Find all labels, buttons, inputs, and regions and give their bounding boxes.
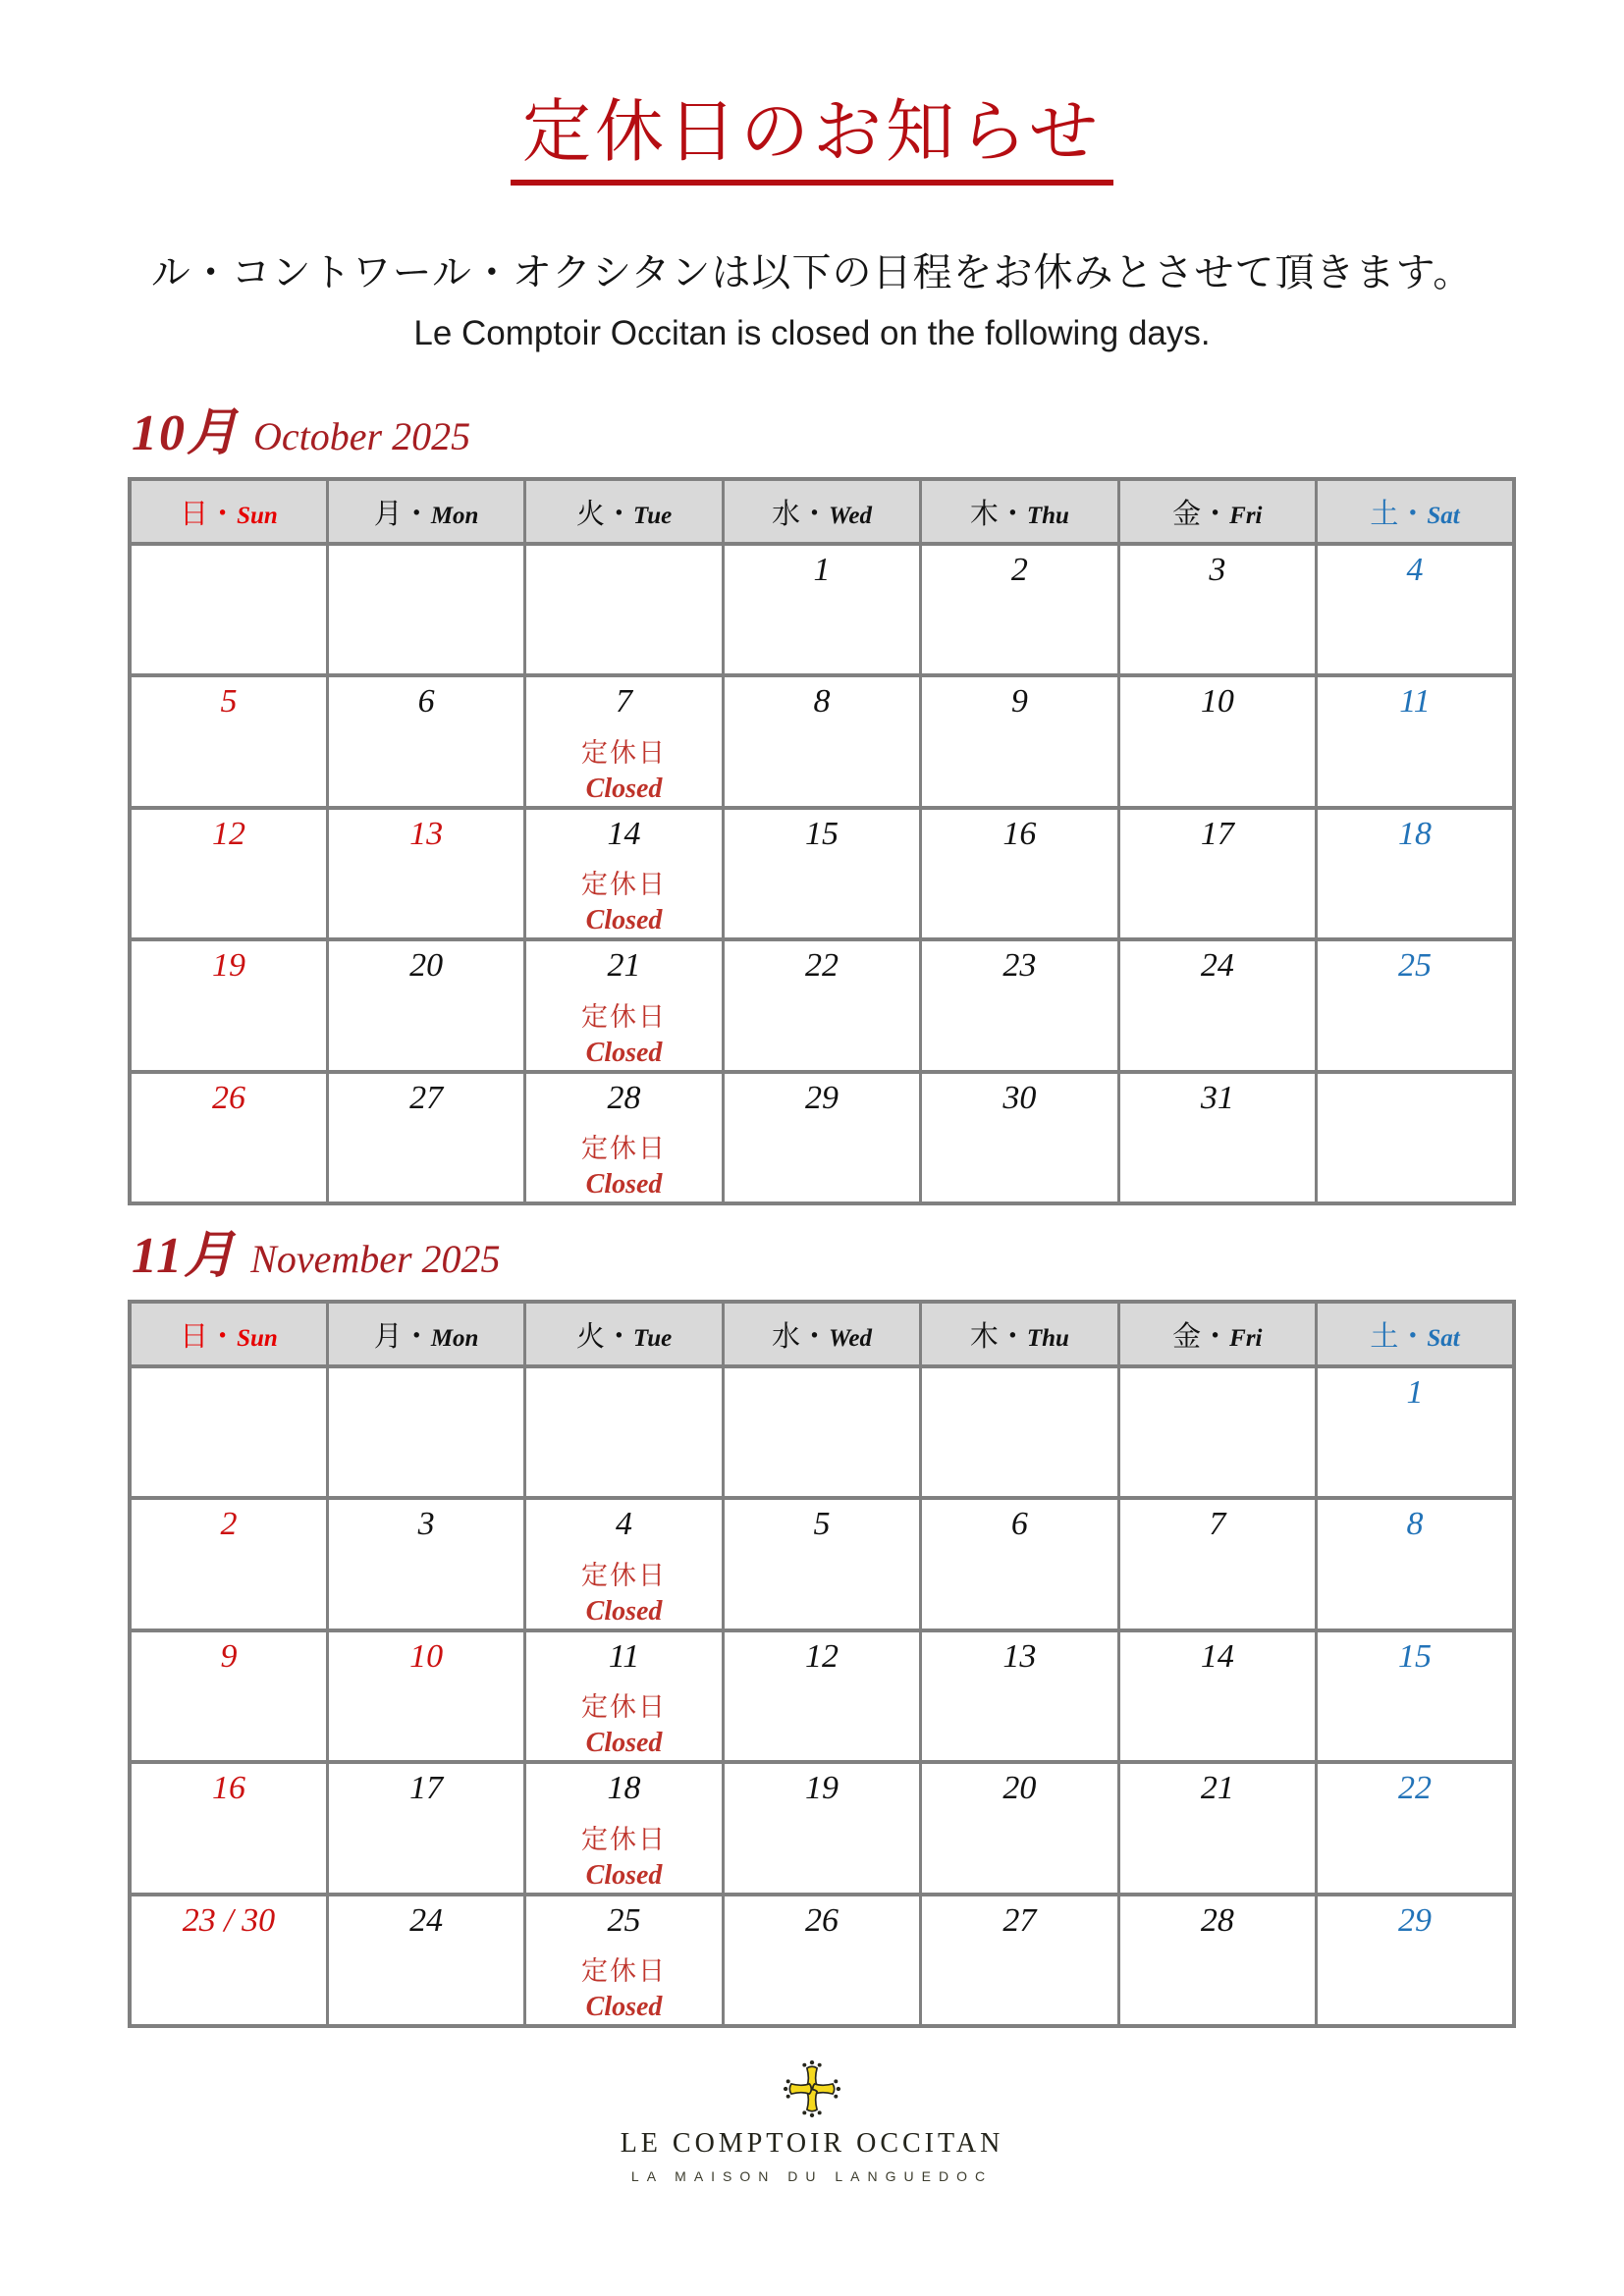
day-number: 2 (1010, 552, 1028, 588)
calendar-cell (327, 1072, 524, 1204)
closed-label-jp: 定休日 (581, 1134, 668, 1164)
day-number: 8 (1406, 1506, 1424, 1542)
calendar-cell (525, 1498, 723, 1630)
weekday-header-tue (525, 479, 723, 544)
day-number: 30 (1002, 1079, 1037, 1116)
calendar-cell (1118, 544, 1316, 675)
calendar-cell (1118, 1498, 1316, 1630)
calendar-cell (1118, 1630, 1316, 1763)
calendar-cell (327, 1630, 524, 1763)
day-number: 18 (1398, 815, 1433, 852)
calendar-cell (130, 1895, 327, 2027)
calendar-week-row (130, 675, 1514, 808)
day-number: 4 (616, 1506, 633, 1542)
calendar-cell (723, 808, 920, 940)
day-number: 5 (220, 683, 238, 720)
day-number: 16 (1002, 815, 1037, 852)
calendar-cell (1317, 675, 1514, 808)
calendar-cell (1317, 1498, 1514, 1630)
closed-label-en: Closed (585, 905, 663, 936)
day-number: 13 (409, 815, 444, 852)
weekday-label-jp: 金・ (1172, 498, 1230, 530)
weekday-label-jp: 火・ (575, 1320, 633, 1353)
calendar-week-row (130, 1630, 1514, 1763)
weekday-header-wed (723, 1302, 920, 1366)
calendar-cell (1118, 1072, 1316, 1204)
calendar-cell (130, 1072, 327, 1204)
calendar-week-row (130, 544, 1514, 675)
calendar-week-row (130, 1895, 1514, 2027)
weekday-header-row (130, 1302, 1514, 1366)
subtitle-english: Le Comptoir Occitan is closed on the following days. (413, 314, 1211, 352)
day-number: 28 (1200, 1901, 1234, 1939)
weekday-header-row (130, 479, 1514, 544)
weekday-header-mon (327, 1302, 524, 1366)
day-number: 20 (1002, 1770, 1037, 1807)
calendar-cell (130, 1762, 327, 1895)
day-number: 21 (1200, 1770, 1234, 1807)
weekday-header-sun (130, 1302, 327, 1366)
calendar-week-row (130, 1762, 1514, 1895)
month-label-en: October 2025 (253, 414, 471, 458)
subtitle-japanese: ル・コントワール・オクシタンは以下の日程をお休みとさせて頂きます。 (150, 250, 1474, 294)
calendar-cell (1118, 1762, 1316, 1895)
calendar-cell (1118, 939, 1316, 1072)
calendar-cell (327, 1762, 524, 1895)
day-number: 25 (607, 1901, 641, 1939)
closed-label-jp: 定休日 (581, 737, 668, 768)
day-number: 3 (1209, 552, 1226, 588)
day-number: 10 (409, 1637, 444, 1675)
calendar-cell (327, 1895, 524, 2027)
calendar-week-row (130, 1366, 1514, 1498)
calendar-cell (921, 939, 1118, 1072)
calendar-cell (723, 675, 920, 808)
calendar-cell (327, 1366, 524, 1498)
calendar-cell (723, 1895, 920, 2027)
calendar-cell (723, 544, 920, 675)
weekday-label-en: Tue (632, 1324, 673, 1352)
calendar-cell (1317, 1366, 1514, 1498)
weekday-label-en: Mon (430, 1324, 479, 1352)
calendar-cell (921, 1366, 1118, 1498)
closed-label-en: Closed (585, 1859, 663, 1891)
weekday-label-jp: 木・ (969, 498, 1027, 530)
calendar-cell (1118, 1366, 1316, 1498)
calendar-week-row (130, 1498, 1514, 1630)
calendar-cell (1317, 808, 1514, 940)
month-heading (132, 400, 1516, 467)
calendar-cell (327, 939, 524, 1072)
calendar-cell (1317, 1895, 1514, 2027)
day-number: 13 (1002, 1637, 1037, 1675)
weekday-label-jp: 木・ (969, 1320, 1027, 1353)
weekday-label-en: Tue (632, 502, 673, 529)
closed-label-jp: 定休日 (581, 1001, 668, 1032)
calendar-cell (723, 1498, 920, 1630)
day-number: 19 (211, 947, 245, 985)
calendar-cell (130, 808, 327, 940)
day-number: 18 (607, 1770, 641, 1807)
weekday-label-jp: 金・ (1172, 1320, 1230, 1353)
calendar-week-row (130, 939, 1514, 1072)
day-number: 10 (1200, 683, 1234, 720)
closed-label-jp: 定休日 (581, 1956, 668, 1987)
day-number: 15 (804, 815, 839, 852)
day-number: 20 (409, 947, 444, 985)
month-section-november (128, 1223, 1516, 2028)
day-number: 6 (1010, 1506, 1028, 1542)
day-number: 29 (1398, 1901, 1433, 1939)
calendar-cell (921, 1498, 1118, 1630)
weekday-header-fri (1118, 479, 1316, 544)
closed-label-jp: 定休日 (581, 1560, 668, 1590)
calendar-cell (525, 675, 723, 808)
day-number: 14 (607, 815, 641, 852)
calendar-cell (723, 1072, 920, 1204)
day-number: 2 (220, 1506, 238, 1542)
calendar-cell (327, 675, 524, 808)
day-number: 17 (409, 1770, 444, 1807)
weekday-label-en: Wed (828, 1324, 872, 1352)
closed-label-en: Closed (585, 773, 663, 804)
calendar-table-november (128, 1300, 1516, 2028)
calendar-cell (921, 1630, 1118, 1763)
weekday-label-jp: 日・ (180, 498, 238, 530)
day-number: 23 (1002, 947, 1037, 985)
calendar-cell (921, 1762, 1118, 1895)
brand-tagline: LA MAISON DU LANGUEDOC (630, 2168, 994, 2184)
calendar-cell (1317, 1630, 1514, 1763)
closed-label-en: Closed (585, 1728, 663, 1759)
day-number: 9 (220, 1637, 238, 1675)
calendar-cell (130, 1498, 327, 1630)
day-number: 19 (804, 1770, 839, 1807)
weekday-header-thu (921, 479, 1118, 544)
calendar-cell (525, 1630, 723, 1763)
calendar-week-row (130, 808, 1514, 940)
calendar-cell (525, 1072, 723, 1204)
day-number: 9 (1010, 683, 1028, 720)
weekday-label-en: Thu (1026, 1324, 1069, 1352)
day-number: 25 (1398, 947, 1433, 985)
weekday-label-jp: 月・ (373, 1320, 431, 1353)
calendar-cell (723, 1762, 920, 1895)
day-number: 29 (804, 1079, 839, 1116)
calendar-cell (130, 1630, 327, 1763)
weekday-label-jp: 月・ (373, 498, 431, 530)
day-number: 26 (804, 1901, 839, 1939)
day-number: 8 (813, 683, 831, 720)
calendar-cell (327, 544, 524, 675)
day-number: 21 (607, 947, 641, 985)
weekday-label-en: Thu (1026, 502, 1069, 529)
weekday-header-sat (1317, 1302, 1514, 1366)
weekday-header-sun (130, 479, 327, 544)
day-number: 22 (1398, 1770, 1433, 1807)
day-number: 7 (1209, 1506, 1226, 1542)
day-number: 27 (409, 1079, 444, 1116)
day-number: 3 (417, 1506, 435, 1542)
calendar-week-row (130, 1072, 1514, 1204)
day-number: 31 (1200, 1079, 1234, 1116)
closed-label-en: Closed (585, 1992, 663, 2023)
month-label-en: November 2025 (250, 1237, 501, 1281)
weekday-label-en: Sat (1427, 1324, 1460, 1352)
day-number: 24 (409, 1901, 444, 1939)
page-title: 定休日のお知らせ (511, 94, 1113, 186)
calendar-cell (1317, 1072, 1514, 1204)
day-number: 15 (1398, 1637, 1433, 1675)
day-number: 5 (813, 1506, 831, 1542)
calendar-cell (525, 808, 723, 940)
calendar-cell (921, 1072, 1118, 1204)
calendar-cell (525, 544, 723, 675)
day-number: 14 (1200, 1637, 1234, 1675)
weekday-header-fri (1118, 1302, 1316, 1366)
day-number: 11 (1399, 683, 1431, 720)
day-number: 27 (1002, 1901, 1037, 1939)
weekday-header-mon (327, 479, 524, 544)
weekday-label-en: Fri (1229, 502, 1263, 529)
calendar-table-october (128, 477, 1516, 1205)
calendar-cell (723, 1366, 920, 1498)
day-number: 7 (616, 683, 633, 720)
day-number: 22 (804, 947, 839, 985)
month-label-jp: 10月 (132, 405, 241, 461)
shop-logo (0, 2057, 1624, 2184)
day-number: 1 (813, 552, 831, 588)
closed-label-en: Closed (585, 1169, 663, 1201)
weekday-label-jp: 火・ (575, 498, 633, 530)
weekday-label-jp: 水・ (771, 498, 829, 530)
day-number: 6 (417, 683, 435, 720)
calendar-cell (1317, 544, 1514, 675)
calendar-cell (921, 1895, 1118, 2027)
weekday-label-en: Wed (828, 502, 872, 529)
day-number: 12 (211, 815, 245, 852)
calendar-cell (1118, 808, 1316, 940)
calendar-cell (130, 544, 327, 675)
month-section-october (128, 400, 1516, 1205)
day-number: 4 (1406, 552, 1424, 588)
closed-label-en: Closed (585, 1595, 663, 1627)
day-number: 24 (1200, 947, 1234, 985)
calendar-cell (525, 939, 723, 1072)
closed-label-jp: 定休日 (581, 1692, 668, 1723)
calendar-cell (1317, 939, 1514, 1072)
weekday-label-en: Sat (1427, 502, 1460, 529)
weekday-header-wed (723, 479, 920, 544)
weekday-label-en: Fri (1229, 1324, 1263, 1352)
calendar-cell (723, 1630, 920, 1763)
closed-label-jp: 定休日 (581, 870, 668, 900)
occitan-cross-icon (781, 2057, 843, 2120)
calendar-cell (130, 675, 327, 808)
day-number: 23 / 30 (182, 1901, 276, 1939)
calendar-cell (921, 675, 1118, 808)
weekday-header-sat (1317, 479, 1514, 544)
calendar-cell (1317, 1762, 1514, 1895)
calendar-cell (1118, 675, 1316, 808)
weekday-label-jp: 土・ (1370, 1320, 1428, 1353)
day-number: 28 (607, 1079, 641, 1116)
weekday-header-thu (921, 1302, 1118, 1366)
calendar-cell (921, 808, 1118, 940)
calendar-cell (1118, 1895, 1316, 2027)
calendar-cell (525, 1895, 723, 2027)
weekday-label-jp: 日・ (180, 1320, 238, 1353)
weekday-label-jp: 土・ (1370, 498, 1428, 530)
weekday-label-jp: 水・ (771, 1320, 829, 1353)
day-number: 26 (211, 1079, 245, 1116)
calendar-cell (130, 939, 327, 1072)
month-heading (132, 1223, 1516, 1290)
calendar-cell (921, 544, 1118, 675)
day-number: 1 (1406, 1374, 1424, 1411)
calendar-cell (525, 1762, 723, 1895)
weekday-label-en: Sun (237, 502, 278, 529)
day-number: 11 (608, 1637, 640, 1675)
closed-label-en: Closed (585, 1037, 663, 1068)
brand-name: LE COMPTOIR OCCITAN (620, 2128, 1004, 2159)
weekday-label-en: Sun (237, 1324, 278, 1352)
calendar-cell (327, 808, 524, 940)
day-number: 17 (1200, 815, 1234, 852)
closed-label-jp: 定休日 (581, 1824, 668, 1854)
calendar-cell (130, 1366, 327, 1498)
weekday-header-tue (525, 1302, 723, 1366)
calendar-cell (723, 939, 920, 1072)
weekday-label-en: Mon (430, 502, 479, 529)
calendar-cell (327, 1498, 524, 1630)
day-number: 12 (804, 1637, 839, 1675)
month-label-jp: 11月 (132, 1228, 238, 1284)
day-number: 16 (211, 1770, 245, 1807)
calendar-cell (525, 1366, 723, 1498)
page-title-wrap (0, 94, 1624, 186)
